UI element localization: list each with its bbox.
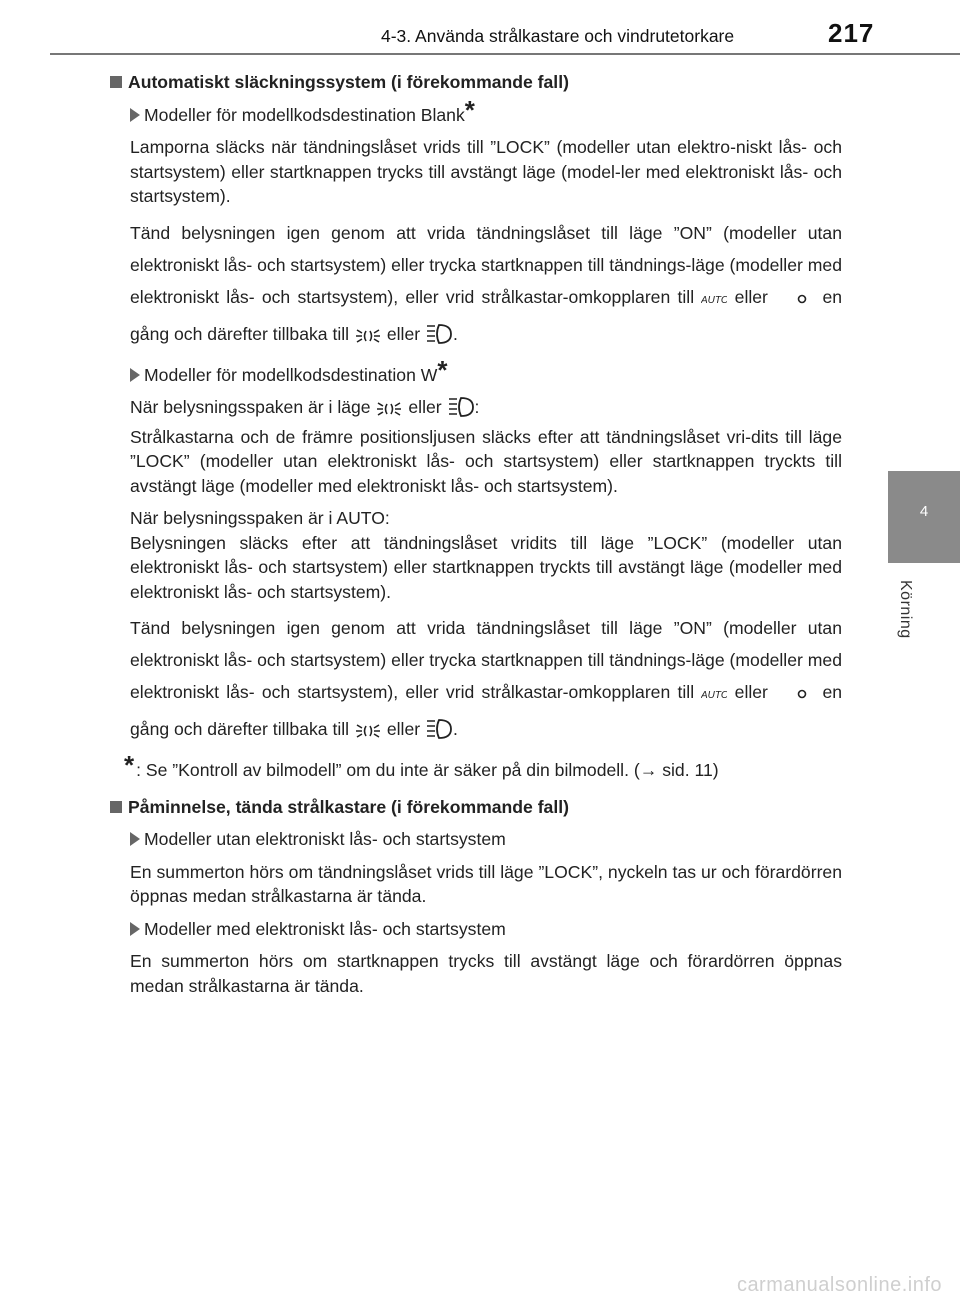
- square-bullet-icon: [110, 76, 122, 88]
- headlights-icon: [425, 323, 453, 355]
- triangle-bullet-icon: [130, 368, 140, 382]
- parking-lights-icon: [375, 400, 403, 425]
- paragraph-with-icons: Tänd belysningen igen genom att vrida tändningslåset till läge ”ON” (modeller utan elektroniskt lås- och startsystem) eller trycka startknappen till tändnings-läge (modeller med elektroniskt lås- och startsystem), eller vrid strålkastar-omkopplaren till AUTO eller en gång och därefter tillbaka till eller .: [130, 217, 842, 355]
- chapter-tab[interactable]: [888, 471, 960, 563]
- triangle-bullet-icon: [130, 832, 140, 846]
- auto-mode-icon: [701, 681, 727, 713]
- triangle-bullet-icon: [130, 922, 140, 936]
- page-number: 217: [828, 18, 875, 48]
- section-heading-reminder: Påminnelse, tända strålkastare (i förekommande fall): [110, 795, 842, 820]
- chapter-tab-number: 4: [919, 503, 929, 520]
- triangle-bullet-icon: [130, 108, 140, 122]
- section-heading-auto-off: Automatiskt släckningssystem (i förekommande fall): [110, 70, 842, 95]
- paragraph: En summerton hörs om tändningslåset vrids till läge ”LOCK”, nyckeln tas ur och förardörren öppnas medan strålkastarna är tända.: [130, 861, 842, 906]
- headlights-icon: [425, 718, 453, 750]
- paragraph: Lamporna släcks när tändningslåset vrids till ”LOCK” (modeller utan elektro-niskt lås- och startsystem) eller startknappen trycks till avstängt läge (model-ler med elektroniskt lås- och startsystem).: [130, 137, 842, 206]
- off-mode-icon: [789, 286, 815, 318]
- page-content: [110, 70, 842, 1006]
- subheading-smart-key: Modeller med elektroniskt lås- och startsystem: [130, 917, 842, 942]
- eller-word: eller: [734, 286, 768, 307]
- subheading-blank: Modeller för modellkodsdestination Blank*: [130, 103, 842, 128]
- off-mode-icon: [789, 681, 815, 713]
- asterisk: *: [124, 750, 135, 780]
- asterisk: *: [437, 354, 448, 385]
- chapter-tab-label: Körning: [897, 580, 914, 639]
- parking-lights-icon: [354, 323, 382, 355]
- paragraph-lever-position: När belysningsspaken är i läge eller : Strålkastarna och de främre positionsljusen släcks efter att tändningslåset vri-dits till läge ”LOCK” (modeller utan elektroniskt lås- och startsystem) eller startknappen tryckts till avstängt läge (modeller med elektroniskt lås- och startsystem).: [130, 397, 842, 496]
- paragraph-auto: När belysningsspaken är i AUTO: Belysningen släcks efter att tändningslåset vridits till läge ”LOCK” (modeller utan elektroniskt lås- och startsystem) eller startknappen tryckts till avstängt läge (modeller med elektroniskt lås- och startsystem).: [130, 508, 842, 602]
- watermark: carmanualsonline.info: [736, 1274, 942, 1296]
- asterisk: *: [464, 94, 475, 125]
- footnote: * : Se ”Kontroll av bilmodell” om du inte är säker på din bilmodell. (→ sid. 11): [124, 750, 719, 780]
- subheading-w: Modeller för modellkodsdestination W*: [130, 363, 842, 388]
- paragraph: En summerton hörs om startknappen trycks till avstängt läge och förardörren öppnas medan strålkastarna är tända.: [130, 951, 842, 996]
- svg-text:AUTO: AUTO: [701, 690, 728, 701]
- square-bullet-icon: [110, 801, 122, 813]
- auto-mode-icon: [701, 286, 727, 318]
- chapter-title: 4-3. Använda strålkastare och vindrutetorkare: [381, 26, 735, 46]
- parking-lights-icon: [354, 718, 382, 750]
- headlights-icon: [447, 396, 475, 425]
- header-rule: [50, 53, 960, 55]
- svg-text:AUTO: AUTO: [701, 294, 728, 306]
- paragraph-with-icons: Tänd belysningen igen genom att vrida tändningslåset till läge ”ON” (modeller utan elektroniskt lås- och startsystem) eller trycka startknappen till tändnings-läge (modeller med elektroniskt lås- och startsystem), eller vrid strålkastar-omkopplaren till AUTO eller en gång och därefter tillbaka till eller .: [130, 612, 842, 750]
- subheading-no-smart-key: Modeller utan elektroniskt lås- och startsystem: [130, 827, 842, 852]
